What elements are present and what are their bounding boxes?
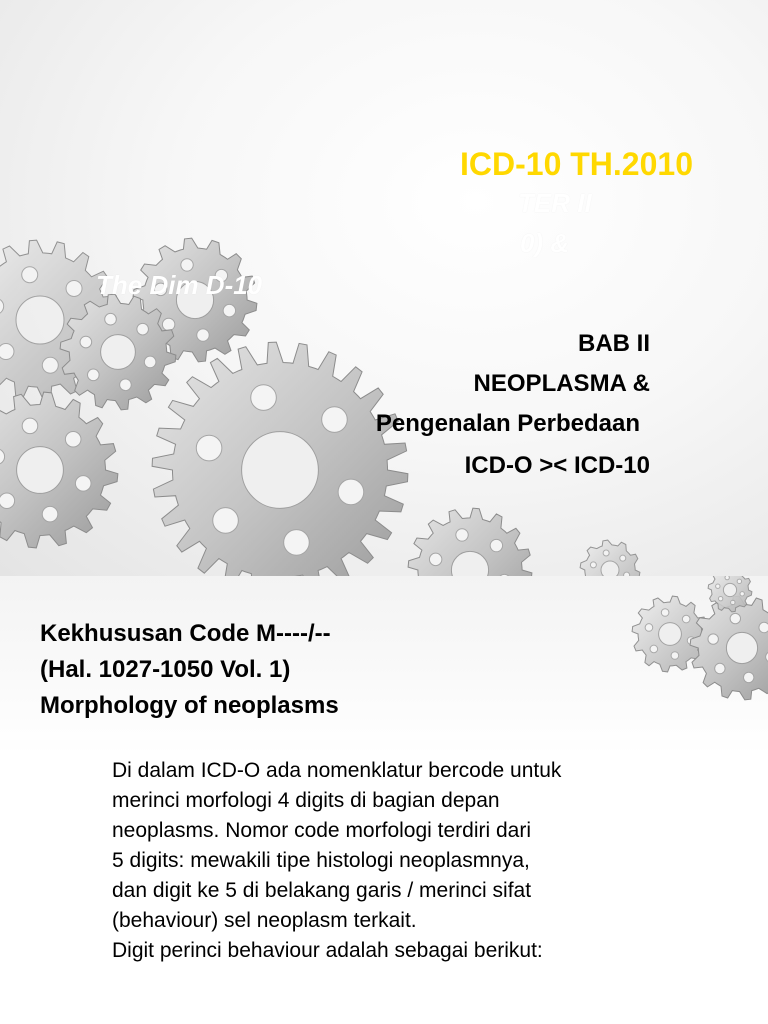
subtitle-line: NEOPLASMA & [473,370,650,397]
body-line: dan digit ke 5 di belakang garis / merinci sifat [112,879,532,902]
slide-body-text [112,756,672,966]
body-line: merinci morfologi 4 digits di bagian depan [112,789,500,812]
faded-title-line: 0) & [520,228,570,258]
subtitle-line: ICD-O >< ICD-10 [464,452,650,479]
heading-line: (Hal. 1027-1050 Vol. 1) [40,656,291,683]
faded-title-line: TER II [518,188,592,218]
slide-heading [40,616,339,724]
body-line: Digit perinci behaviour adalah sebagai berikut: [112,939,543,962]
subtitle-line: BAB II [578,330,650,357]
body-line: Di dalam ICD-O ada nomenklatur bercode untuk [112,759,562,782]
gear-icon [408,508,532,576]
gear-icon [690,596,768,700]
slide-content [0,576,768,1024]
faded-title-line: The Dim D-10 [96,270,263,300]
gear-icon [152,342,408,576]
gear-icon [0,392,118,548]
heading-line: Kekhususan Code M----/-- [40,620,331,647]
body-line: 5 digits: mewakili tipe histologi neoplasmnya, [112,849,530,872]
body-line: (behaviour) sel neoplasm terkait. [112,909,417,932]
heading-line: Morphology of neoplasms [40,692,339,719]
subtitle-line: Pengenalan Perbedaan [375,410,640,437]
slide-title-text: ICD-10 TH.2010 [460,146,693,182]
gear-icon [580,540,640,576]
body-line: neoplasms. Nomor code morfologi terdiri dari [112,819,532,842]
